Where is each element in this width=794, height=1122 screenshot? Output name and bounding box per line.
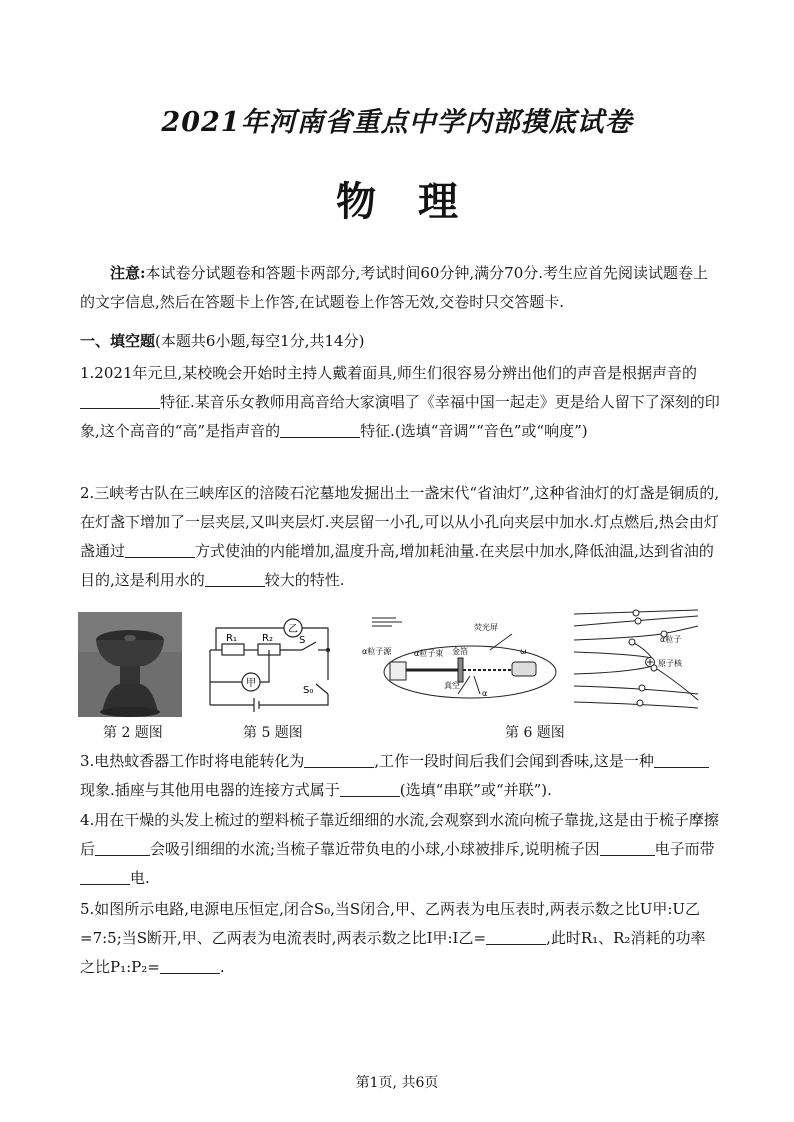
fig6-nucleus-label: 原子核 (658, 659, 682, 668)
q2-blank-1[interactable] (125, 541, 195, 558)
section-title: 一、填空题 (80, 332, 156, 350)
q5-text-a: 5.如图所示电路,电源电压恒定,闭合S₀,当S闭合,甲、乙两表为电压表时,两表示数之比U甲:U乙=7:5;当S断开,甲、乙两表为电流表时,两表示数之比I甲:I乙= (80, 900, 701, 947)
fig6-screen-label: 荧光屏 (474, 623, 498, 632)
fig5-meter-yi: 乙 (288, 624, 298, 635)
fig6-trajectories (572, 608, 700, 712)
fig6-beam-label: α粒子束 (414, 649, 444, 658)
section-note: (本题共6小题,每空1分,共14分) (155, 332, 365, 350)
fig5-r2-label: R₂ (262, 633, 273, 644)
fig5-r1-label: R₁ (226, 633, 237, 644)
q4-blank-2[interactable] (600, 839, 655, 856)
notice-text: 本试卷分试题卷和答题卡两部分,考试时间60分钟,满分70分.考生应首先阅读试题卷上的文字信息,然后在答题卡上作答,在试题卷上作答无效,交卷时只交答题卡. (80, 264, 709, 311)
q2-text-c: 较大的特性. (264, 571, 345, 589)
q2-text-b: 方式使油的内能增加,温度升高,增加耗油量.在夹层中加水,降低油温,达到省油的目的,这是利用水的 (80, 542, 714, 589)
q5-blank-1[interactable] (486, 928, 546, 945)
question-5 (80, 895, 720, 982)
q4-text-a: 4.用在干燥的头发上梳过的塑料梳子靠近细细的水流,会观察到水流向梳子靠拢,这是由于梳子摩擦后 (80, 811, 719, 858)
fig2-lamp-photo (78, 612, 182, 717)
question-1 (80, 359, 720, 446)
q1-text-b: 特征.某音乐女教师用高音给大家演唱了《幸福中国一起走》更是给人留下了深刻的印象,这个高音的“高”是指声音的 (80, 393, 720, 440)
q3-blank-2[interactable] (654, 751, 709, 768)
fig5-circuit (202, 610, 332, 715)
q1-text-c: 特征.(选填“音调”“音色”或“响度”) (360, 422, 588, 440)
q4-text-d: 电. (130, 869, 150, 887)
fig2-caption: 第 2 题图 (103, 725, 163, 741)
fig6-vacuum-label: 真空 (444, 681, 460, 690)
q1-blank-2[interactable] (280, 421, 360, 438)
fig6-source-label: α粒子源 (362, 647, 392, 656)
subject-title: 物理 (336, 178, 500, 225)
question-2 (80, 479, 720, 595)
q4-text-b: 会吸引细细的水流;当梳子靠近带负电的小球,小球被排斥,说明梳子因 (150, 840, 600, 858)
q2-text-a: 2.三峡考古队在三峡库区的涪陵石沱墓地发掘出土一盏宋代“省油灯”,这种省油灯的灯盏是铜质的,在灯盏下增加了一层夹层,又叫夹层灯.夹层留一小孔,可以从小孔向夹层中加水.灯点燃后,热会由灯盏通过 (80, 484, 720, 560)
q5-text-b: ,此时R₁、R₂消耗的功率之比P₁:P₂= (80, 929, 706, 976)
fig6-omega-label: ω (520, 647, 527, 656)
fig6-apparatus (362, 610, 562, 708)
q2-blank-2[interactable] (205, 570, 265, 587)
question-4 (80, 806, 720, 893)
q3-text-c: 现象.插座与其他用电器的连接方式属于 (80, 781, 340, 799)
section-heading (80, 330, 364, 351)
fig5-caption: 第 5 题图 (243, 725, 303, 741)
fig6-alpha-label: α (482, 689, 488, 698)
q1-text-a: 1.2021年元旦,某校晚会开始时主持人戴着面具,师生们很容易分辨出他们的声音是根据声音的 (80, 364, 698, 382)
q3-text-b: ,工作一段时间后我们会闻到香味,这是一种 (374, 752, 654, 770)
fig5-s0-label: S₀ (303, 685, 314, 696)
page-footer: 第1页, 共6页 (355, 1075, 439, 1091)
fig6-caption: 第 6 题图 (505, 725, 565, 741)
notice-label: 注意: (110, 264, 146, 282)
q5-text-c: . (219, 958, 225, 976)
fig6-foil-label: 金箔 (452, 647, 468, 656)
q1-blank-1[interactable] (80, 392, 160, 409)
q3-text-a: 3.电热蚊香器工作时将电能转化为 (80, 752, 305, 770)
q4-blank-3[interactable] (80, 868, 130, 885)
notice-paragraph (80, 259, 720, 317)
fig5-s-label: S (299, 635, 306, 646)
question-3 (80, 747, 720, 805)
q3-blank-1[interactable] (304, 751, 374, 768)
q3-text-d: (选填“串联”或“并联”). (399, 781, 552, 799)
q3-blank-3[interactable] (340, 780, 400, 797)
q4-blank-1[interactable] (95, 839, 150, 856)
exam-title: 2021年河南省重点中学内部摸底试卷 (161, 107, 633, 138)
q5-blank-2[interactable] (160, 957, 220, 974)
fig6-particle-label: α粒子 (660, 635, 682, 644)
q4-text-c: 电子而带 (654, 840, 715, 858)
fig5-meter-jia: 甲 (246, 678, 256, 689)
